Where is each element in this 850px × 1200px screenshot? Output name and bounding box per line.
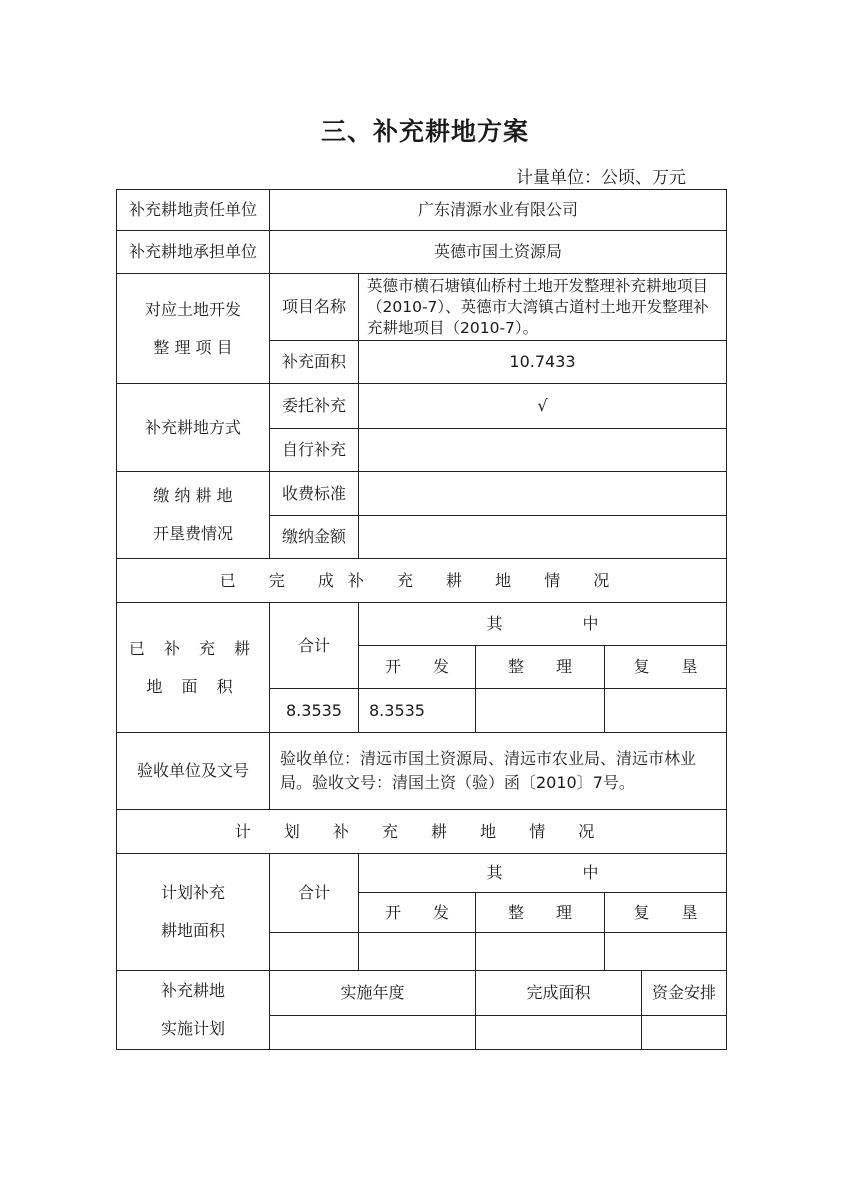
completed-total-value: 8.3535 bbox=[270, 689, 359, 733]
table-row bbox=[117, 733, 727, 810]
project-name-label: 项目名称 bbox=[270, 274, 359, 341]
supplement-farmland-table bbox=[116, 189, 726, 1050]
responsible-unit-value: 广东清源水业有限公司 bbox=[270, 190, 727, 231]
planned-reclaim-label: 复 垦 bbox=[605, 893, 727, 933]
planned-arrange-label: 整 理 bbox=[476, 893, 605, 933]
completed-reclaim-value bbox=[605, 689, 727, 733]
dev-project-label-line1: 对应土地开发 bbox=[144, 299, 241, 319]
plan-label-line1: 补充耕地 bbox=[160, 981, 225, 1000]
fee-standard-label: 收费标准 bbox=[270, 472, 359, 516]
planned-area-label-line2: 耕地面积 bbox=[160, 921, 225, 940]
completed-total-label: 合计 bbox=[270, 603, 359, 689]
planned-total-label: 合计 bbox=[270, 854, 359, 933]
completed-arrange-value bbox=[476, 689, 605, 733]
completed-area-label bbox=[117, 603, 270, 733]
planned-total-value bbox=[270, 933, 359, 971]
planned-develop-value bbox=[359, 933, 476, 971]
completed-of-which-label: 其 中 bbox=[359, 603, 727, 646]
plan-year-value bbox=[270, 1016, 476, 1050]
plan-fund-label: 资金安排 bbox=[642, 971, 727, 1016]
supplement-area-label: 补充面积 bbox=[270, 341, 359, 384]
plan-label bbox=[117, 971, 270, 1050]
fee-amount-label: 缴纳金额 bbox=[270, 516, 359, 559]
self-value bbox=[359, 429, 727, 472]
plan-area-value bbox=[476, 1016, 642, 1050]
dev-project-label bbox=[117, 274, 270, 384]
undertaker-unit-label: 补充耕地承担单位 bbox=[117, 231, 270, 274]
plan-fund-value bbox=[642, 1016, 727, 1050]
planned-develop-label: 开 发 bbox=[359, 893, 476, 933]
fee-standard-value bbox=[359, 472, 727, 516]
entrusted-value: √ bbox=[359, 384, 727, 429]
completed-develop-value: 8.3535 bbox=[359, 689, 476, 733]
table-row bbox=[117, 603, 727, 646]
planned-of-which-label: 其 中 bbox=[359, 854, 727, 893]
acceptance-value: 验收单位：清远市国土资源局、清远市农业局、清远市林业局。验收文号：清国土资（验）函〔2010〕7号。 bbox=[270, 733, 727, 810]
table-row bbox=[117, 472, 727, 516]
plan-area-label: 完成面积 bbox=[476, 971, 642, 1016]
plan-label-line2: 实施计划 bbox=[160, 1019, 225, 1038]
fee-label-line2: 开垦费情况 bbox=[152, 524, 233, 543]
table-row bbox=[117, 971, 727, 1016]
table-row bbox=[117, 274, 727, 341]
planned-reclaim-value bbox=[605, 933, 727, 971]
plan-year-label: 实施年度 bbox=[270, 971, 476, 1016]
completed-arrange-label: 整 理 bbox=[476, 646, 605, 689]
project-name-value: 英德市横石塘镇仙桥村土地开发整理补充耕地项目（2010-7）、英德市大湾镇古道村土地开发整理补充耕地项目（2010-7）。 bbox=[359, 274, 727, 341]
fee-label bbox=[117, 472, 270, 559]
measurement-unit: 计量单位：公顷、万元 bbox=[516, 168, 686, 188]
completed-section-heading: 已 完 成补 充 耕 地 情 况 bbox=[117, 559, 727, 603]
completed-area-label-line1: 已 补 充 耕 bbox=[128, 638, 258, 658]
table-row bbox=[117, 231, 727, 274]
entrusted-label: 委托补充 bbox=[270, 384, 359, 429]
fee-label-line1: 缴 纳 耕 地 bbox=[153, 486, 233, 505]
table-row bbox=[117, 559, 727, 603]
planned-area-label bbox=[117, 854, 270, 971]
acceptance-label: 验收单位及文号 bbox=[117, 733, 270, 810]
table-row bbox=[117, 384, 727, 429]
completed-reclaim-label: 复 垦 bbox=[605, 646, 727, 689]
planned-section-heading: 计 划 补 充 耕 地 情 况 bbox=[117, 810, 727, 854]
completed-develop-label: 开 发 bbox=[359, 646, 476, 689]
table-row bbox=[117, 854, 727, 893]
method-label: 补充耕地方式 bbox=[117, 384, 270, 472]
planned-area-label-line1: 计划补充 bbox=[160, 883, 225, 902]
self-label: 自行补充 bbox=[270, 429, 359, 472]
supplement-area-value: 10.7433 bbox=[359, 341, 727, 384]
responsible-unit-label: 补充耕地责任单位 bbox=[117, 190, 270, 231]
page-title: 三、补充耕地方案 bbox=[320, 117, 529, 146]
completed-area-label-line2: 地 面 积 bbox=[146, 676, 240, 696]
dev-project-label-line2: 整 理 项 目 bbox=[153, 337, 233, 357]
table-row bbox=[117, 810, 727, 854]
fee-amount-value bbox=[359, 516, 727, 559]
table-row bbox=[117, 190, 727, 231]
planned-arrange-value bbox=[476, 933, 605, 971]
undertaker-unit-value: 英德市国土资源局 bbox=[270, 231, 727, 274]
